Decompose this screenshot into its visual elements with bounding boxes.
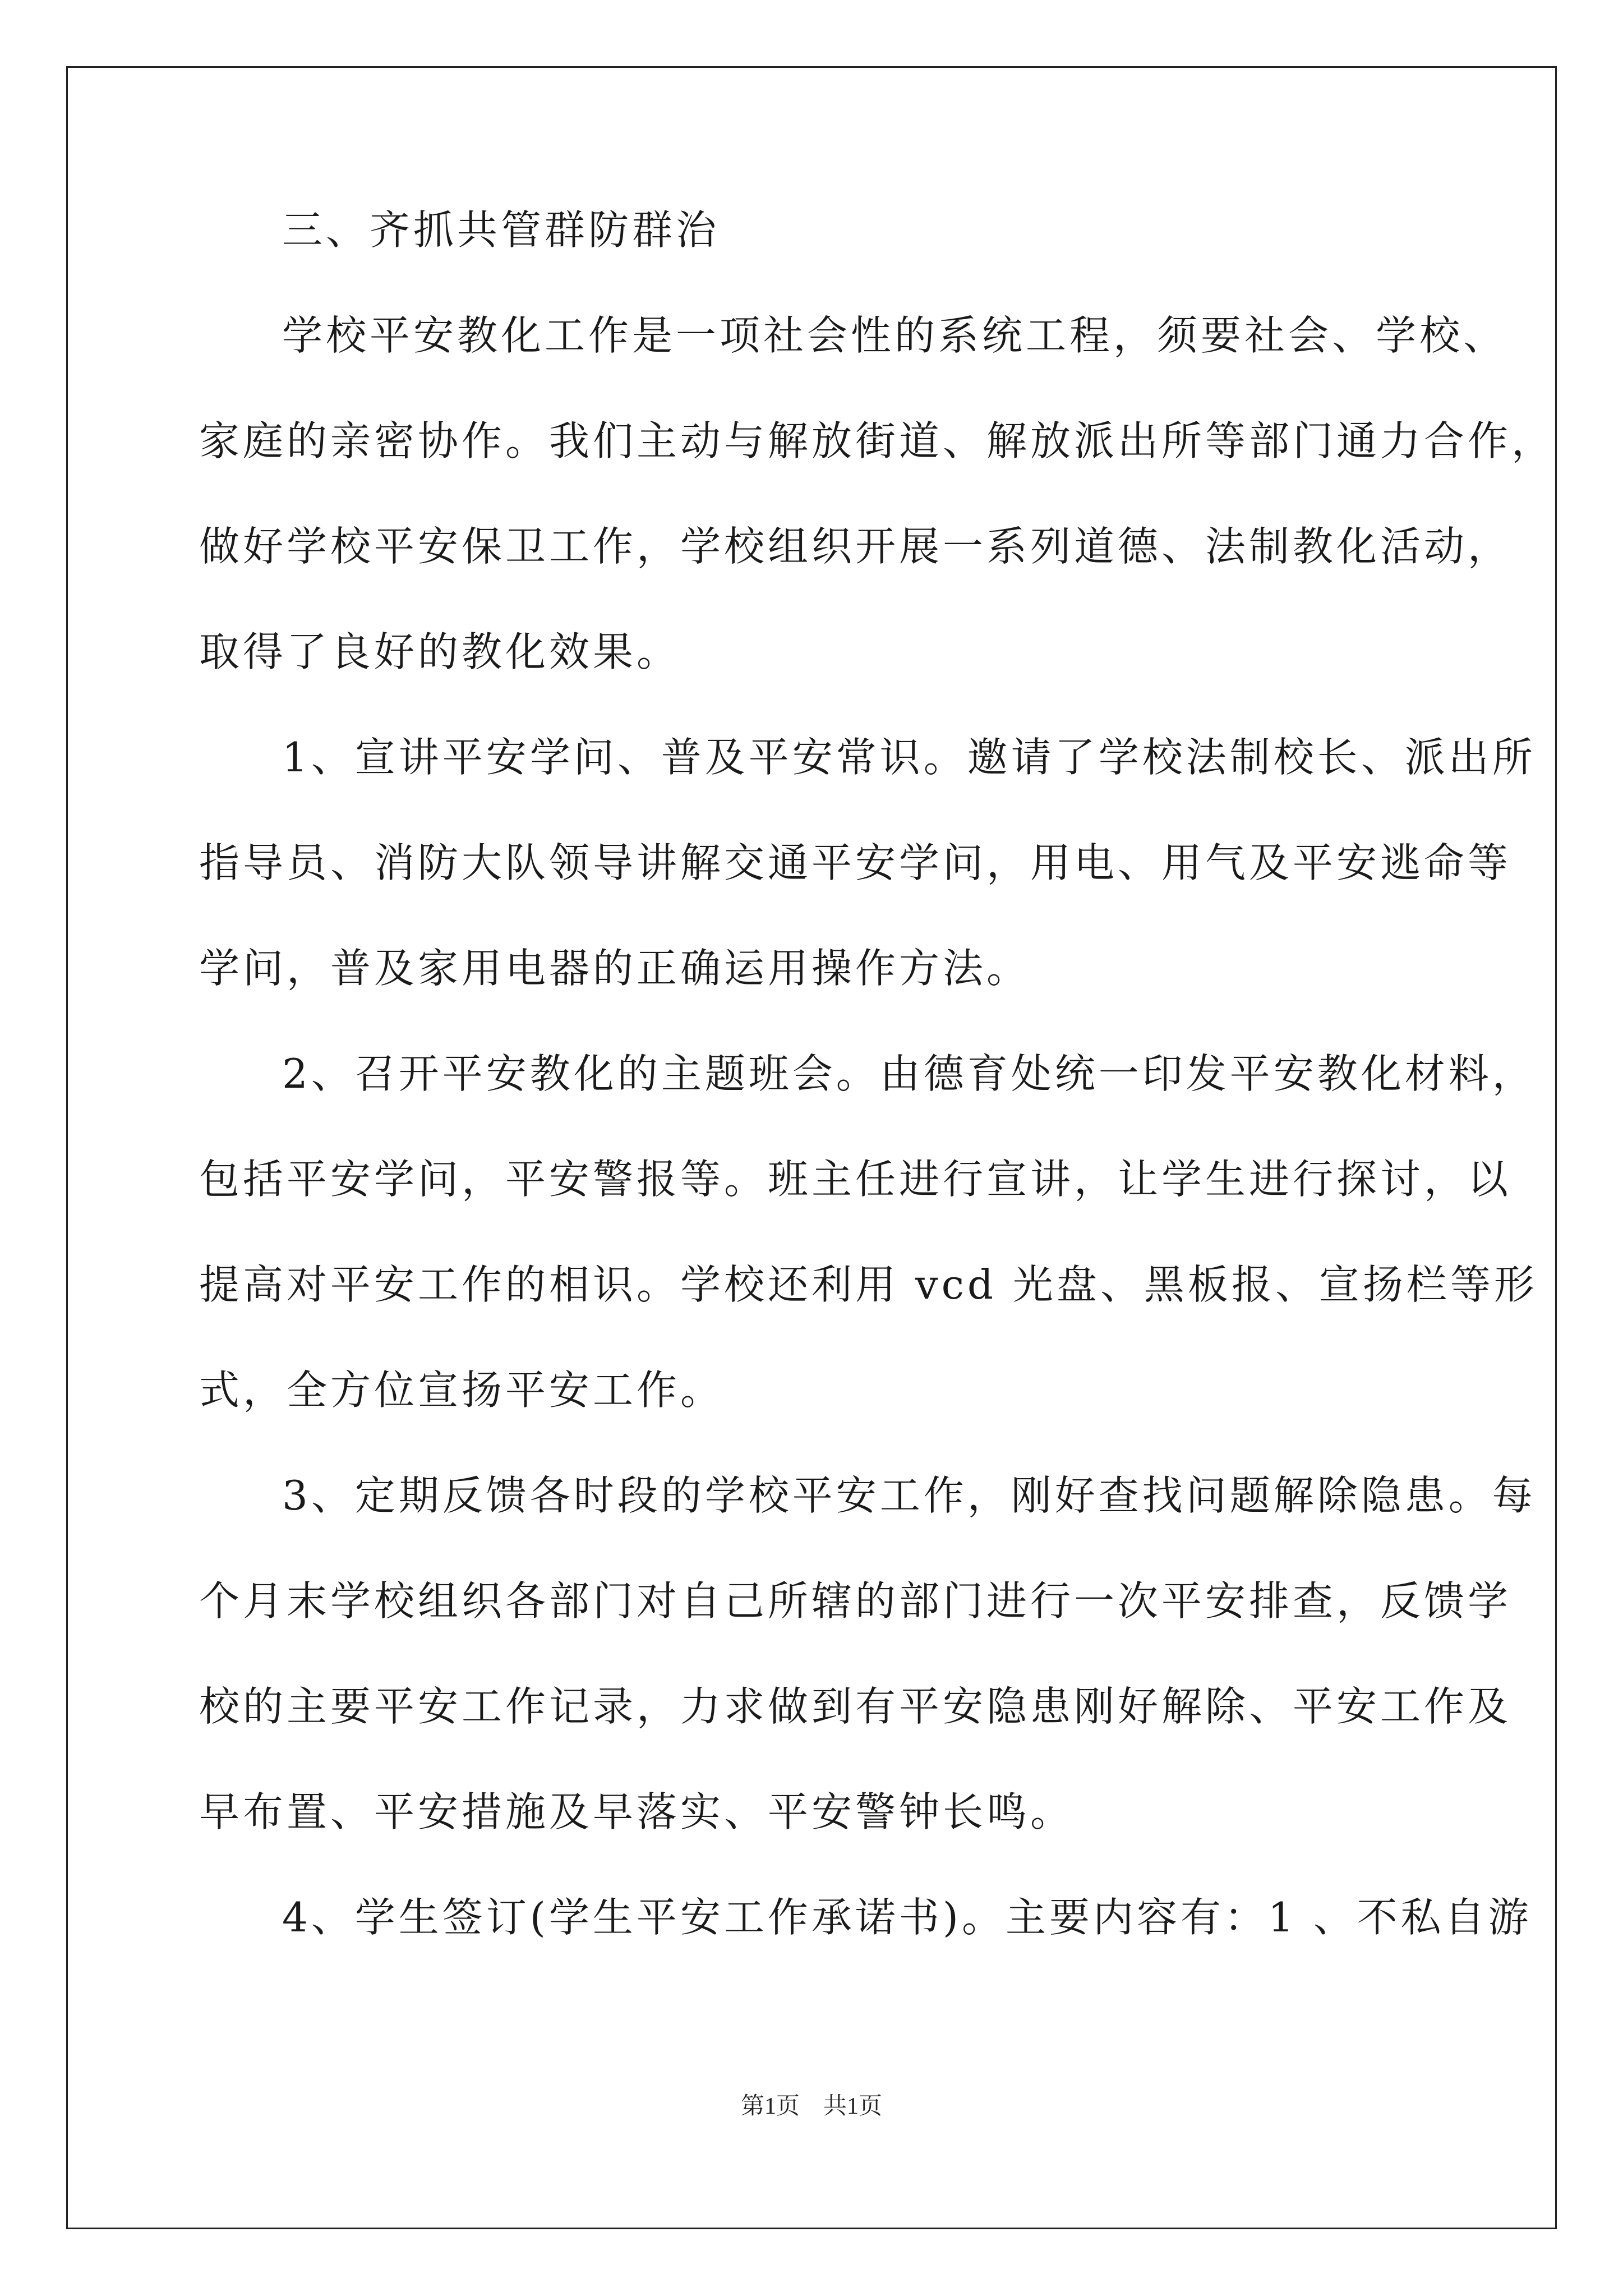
paragraph-line: 4、学生签订(学生平安工作承诺书)。主要内容有：1 、不私自游: [282, 1894, 1532, 1941]
paragraph-line: 式，全方位宣扬平安工作。: [199, 1366, 725, 1414]
section-heading: 三、齐抓共管群防群治: [282, 206, 720, 254]
paragraph-line: 3、定期反馈各时段的学校平安工作，刚好查找问题解除隐患。每: [282, 1472, 1536, 1519]
page-number: 第1页 共1页: [740, 2093, 882, 2119]
paragraph-line: 1、宣讲平安学问、普及平安常识。邀请了学校法制校长、派出所: [282, 734, 1536, 781]
paragraph-line: 早布置、平安措施及早落实、平安警钟长鸣。: [199, 1788, 1075, 1835]
paragraph-line: 个月末学校组织各部门对自己所辖的部门进行一次平安排查，反馈学: [199, 1577, 1512, 1625]
paragraph-line: 学校平安教化工作是一项社会性的系统工程，须要社会、学校、: [282, 312, 1507, 359]
paragraph-line: 提高对平安工作的相识。学校还利用 vcd 光盘、黑板报、宣扬栏等形: [199, 1261, 1538, 1308]
paragraph-line: 取得了良好的教化效果。: [199, 628, 681, 675]
paragraph-line: 2、召开平安教化的主题班会。由德育处统一印发平安教化材料，: [282, 1050, 1536, 1097]
paragraph-line: 做好学校平安保卫工作，学校组织开展一系列道德、法制教化活动，: [199, 523, 1512, 570]
paragraph-line: 学问，普及家用电器的正确运用操作方法。: [199, 945, 1031, 992]
paragraph-line: 指导员、消防大队领导讲解交通平安学问，用电、用气及平安逃命等: [199, 839, 1512, 886]
paragraph-line: 包括平安学问，平安警报等。班主任进行宣讲，让学生进行探讨，以: [199, 1156, 1512, 1203]
paragraph-line: 家庭的亲密协作。我们主动与解放街道、解放派出所等部门通力合作，: [199, 417, 1556, 464]
paragraph-line: 校的主要平安工作记录，力求做到有平安隐患刚好解除、平安工作及: [199, 1683, 1512, 1730]
